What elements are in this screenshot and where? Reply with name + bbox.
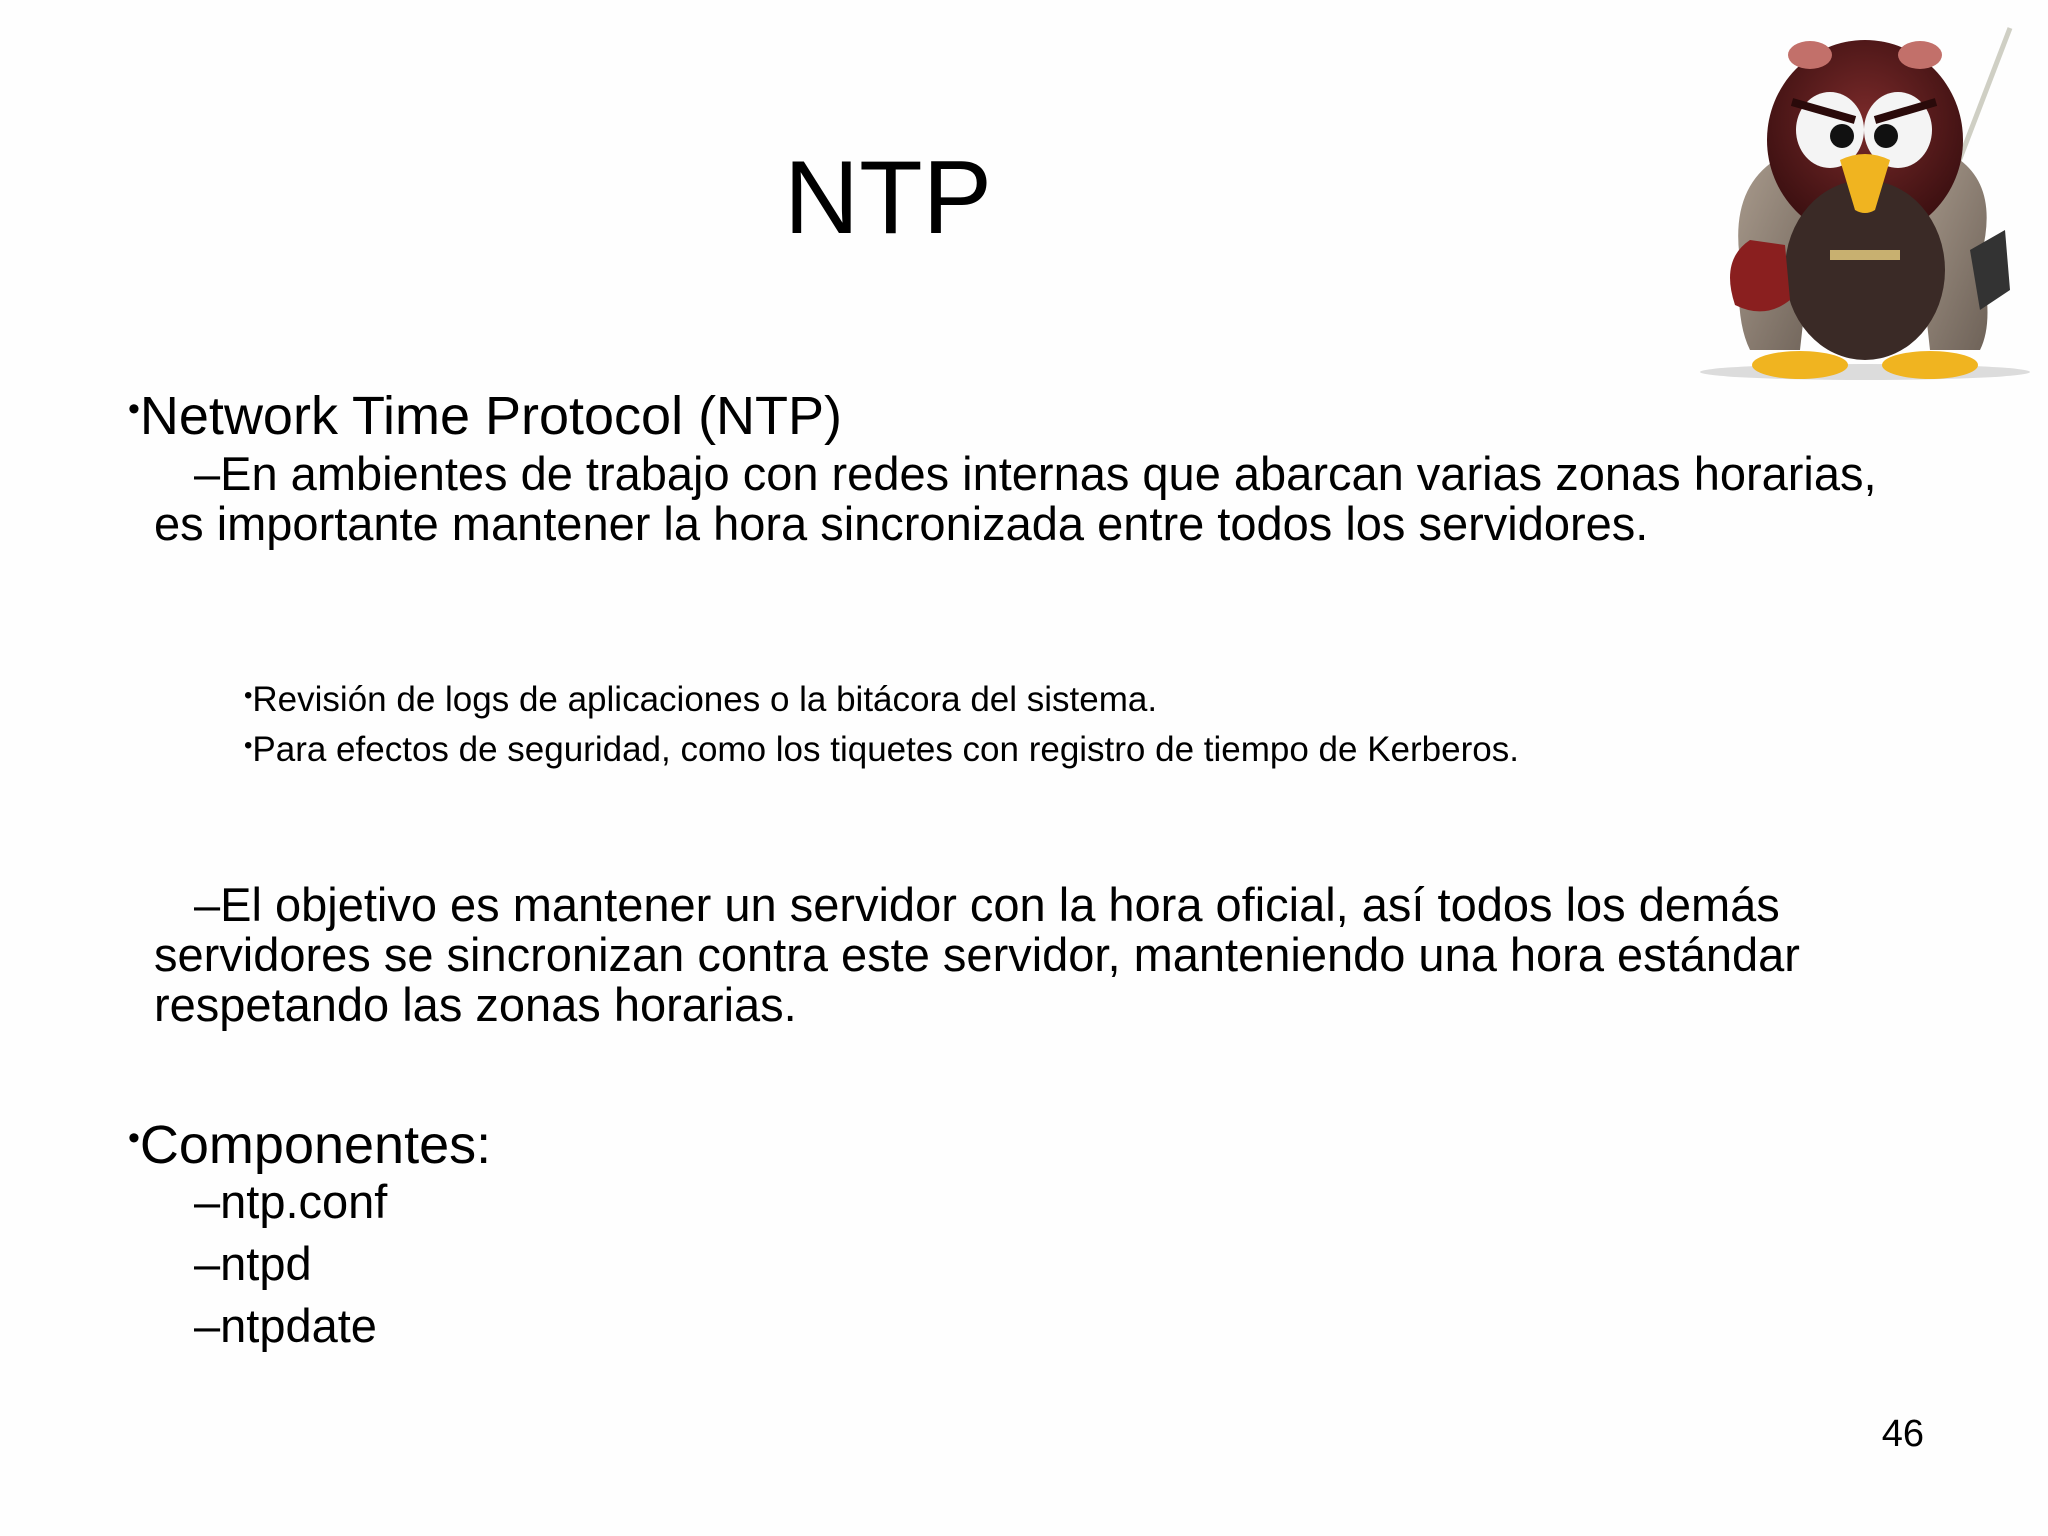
component-item-ntpdate: –ntpdate	[194, 1299, 377, 1352]
bullet-componentes	[128, 1107, 491, 1176]
page-number: 46	[1881, 1413, 1924, 1455]
bullet-marker: •	[128, 1119, 140, 1157]
sub-bullet-marker: •	[244, 682, 253, 709]
penguin-mascot-image	[1680, 20, 2040, 380]
sub-item-revision-logs	[244, 672, 1157, 724]
bullet-network-time-protocol	[128, 378, 842, 447]
component-item-ntpd: –ntpd	[194, 1237, 312, 1290]
component-item-ntp-conf: –ntp.conf	[194, 1175, 388, 1228]
dash-paragraph-ambientes: –En ambientes de trabajo con redes internas que abarcan varias zonas horarias, es importante mantener la hora sincronizada entre todos los servidores.	[154, 447, 1877, 550]
sub-bullet-marker: •	[244, 732, 253, 759]
bullet-marker: •	[128, 390, 140, 428]
dash-paragraph-objetivo: –El objetivo es mantener un servidor con la hora oficial, así todos los demás servidores se sincronizan contra este servidor, manteniendo una hora estándar respetando las zonas horarias.	[154, 878, 1800, 1031]
bullet-text: Network Time Protocol (NTP)	[139, 386, 843, 446]
slide-title: NTP	[784, 140, 992, 256]
sub-item-text: Para efectos de seguridad, como los tiquetes con registro de tiempo de Kerberos.	[252, 730, 1519, 769]
sub-item-seguridad-kerberos	[244, 722, 1519, 774]
sub-item-text: Revisión de logs de aplicaciones o la bitácora del sistema.	[252, 680, 1158, 719]
bullet-text: Componentes:	[139, 1115, 492, 1175]
